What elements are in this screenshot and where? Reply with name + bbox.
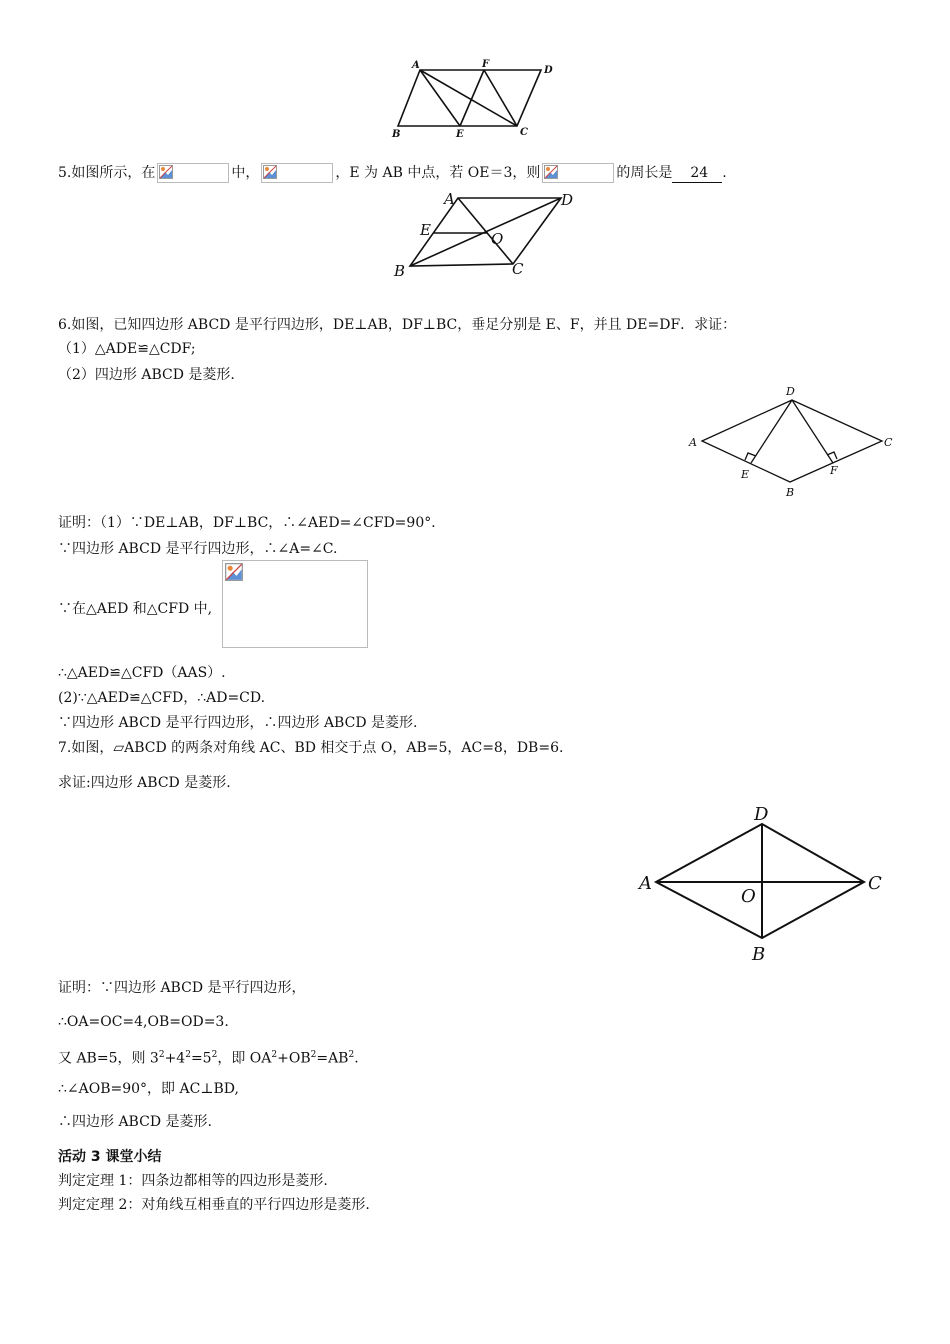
q7-proof-3-b: =5: [190, 1050, 212, 1067]
label-c: C: [512, 260, 524, 278]
label-a: A: [412, 60, 420, 71]
figure-parallelogram-diagonals: [388, 188, 588, 280]
superscript: 2: [211, 1050, 218, 1060]
broken-image-placeholder: [222, 560, 368, 648]
broken-image-icon: [225, 563, 243, 581]
label-f: F: [830, 464, 838, 477]
summary-heading: 活动 3 课堂小结: [58, 1149, 162, 1165]
q7-proof-3-e: =AB: [316, 1050, 349, 1067]
q7-proof-line-5: ∴四边形 ABCD 是菱形.: [58, 1114, 212, 1130]
figure-parallelogram-afdc: [388, 56, 563, 144]
summary-rule-1: 判定定理 1：四条边都相等的四边形是菱形.: [58, 1173, 328, 1189]
figure-rhombus-perpendiculars: [686, 380, 896, 498]
q5-prefix: 5.如图所示，在: [58, 165, 156, 181]
label-b: B: [752, 944, 766, 965]
q5-mid3: 的周长是: [616, 165, 673, 181]
q7-proof-3-end: .: [354, 1050, 359, 1067]
broken-image-placeholder: [157, 163, 229, 183]
figure-rhombus-diagonals: [636, 800, 896, 968]
q7-proof-line-4: ∴∠AOB=90°，即 AC⊥BD,: [58, 1081, 239, 1097]
label-e: E: [741, 468, 750, 481]
label-d: D: [786, 385, 795, 398]
label-a: A: [689, 436, 697, 449]
label-b: B: [394, 262, 406, 280]
label-o: O: [491, 230, 504, 248]
broken-image-placeholder: [261, 163, 333, 183]
q5-answer: 24: [672, 164, 722, 183]
label-f: F: [482, 59, 490, 70]
q5-end: .: [722, 165, 727, 181]
label-c: C: [520, 127, 528, 138]
superscript: 2: [158, 1050, 165, 1060]
label-e: E: [420, 221, 431, 239]
q7-stem: 7.如图，▱ABCD 的两条对角线 AC、BD 相交于点 O，AB=5，AC=8，DB=6.: [58, 740, 564, 756]
label-d: D: [754, 804, 769, 825]
q7-proof-3-d: +OB: [277, 1050, 311, 1067]
label-c: C: [868, 873, 882, 894]
q5-mid1: 中，: [231, 165, 260, 181]
q7-proof-3-a: +4: [164, 1050, 186, 1067]
label-a: A: [639, 873, 652, 894]
label-d: D: [561, 191, 574, 209]
q6-proof-line-3: ∵在△AED 和△CFD 中,: [58, 601, 213, 617]
superscript: 2: [348, 1050, 355, 1060]
superscript: 2: [310, 1050, 317, 1060]
broken-image-icon: [159, 165, 173, 179]
q6-part1: （1）△ADE≌△CDF;: [58, 341, 196, 357]
q5-mid2: ，E 为 AB 中点，若 OE＝3，则: [335, 165, 541, 181]
q7-proof-3-c: ，即 OA: [217, 1050, 272, 1067]
q6-stem: 6.如图，已知四边形 ABCD 是平行四边形，DE⊥AB，DF⊥BC，垂足分别是 E、F，并且 DE=DF．求证：: [58, 317, 737, 333]
label-o: O: [741, 886, 756, 907]
q7-proof-3-pre: 又 AB=5，则 3: [58, 1050, 159, 1067]
q6-part2: （2）四边形 ABCD 是菱形.: [58, 367, 235, 383]
label-b: B: [392, 129, 401, 140]
q7-proof-line-1: 证明：∵四边形 ABCD 是平行四边形，: [58, 980, 306, 996]
summary-rule-2: 判定定理 2：对角线互相垂直的平行四边形是菱形.: [58, 1197, 370, 1213]
broken-image-placeholder: [542, 163, 614, 183]
q6-proof-line-1: 证明：（1）∵DE⊥AB，DF⊥BC，∴∠AED=∠CFD=90°．: [58, 515, 446, 531]
q7-prove: 求证:四边形 ABCD 是菱形.: [58, 775, 231, 791]
label-d: D: [544, 65, 553, 76]
label-e: E: [456, 129, 464, 140]
label-a: A: [444, 190, 455, 208]
q6-proof-line-4: ∴△AED≌△CFD（AAS）.: [58, 665, 226, 681]
q7-proof-line-2: ∴OA=OC=4,OB=OD=3.: [58, 1014, 229, 1030]
broken-image-icon: [544, 165, 558, 179]
superscript: 2: [271, 1050, 278, 1060]
superscript: 2: [185, 1050, 191, 1060]
label-c: C: [884, 436, 893, 449]
q6-proof-line-2: ∵四边形 ABCD 是平行四边形，∴∠A=∠C.: [58, 541, 338, 557]
broken-image-icon: [263, 165, 277, 179]
q7-proof-line-3: [58, 1046, 359, 1068]
label-b: B: [786, 486, 795, 498]
question-5: [58, 163, 727, 183]
q6-proof-line-5: (2)∵△AED≌△CFD，∴AD=CD.: [58, 690, 266, 706]
q6-proof-line-6: ∵四边形 ABCD 是平行四边形，∴四边形 ABCD 是菱形.: [58, 715, 418, 731]
